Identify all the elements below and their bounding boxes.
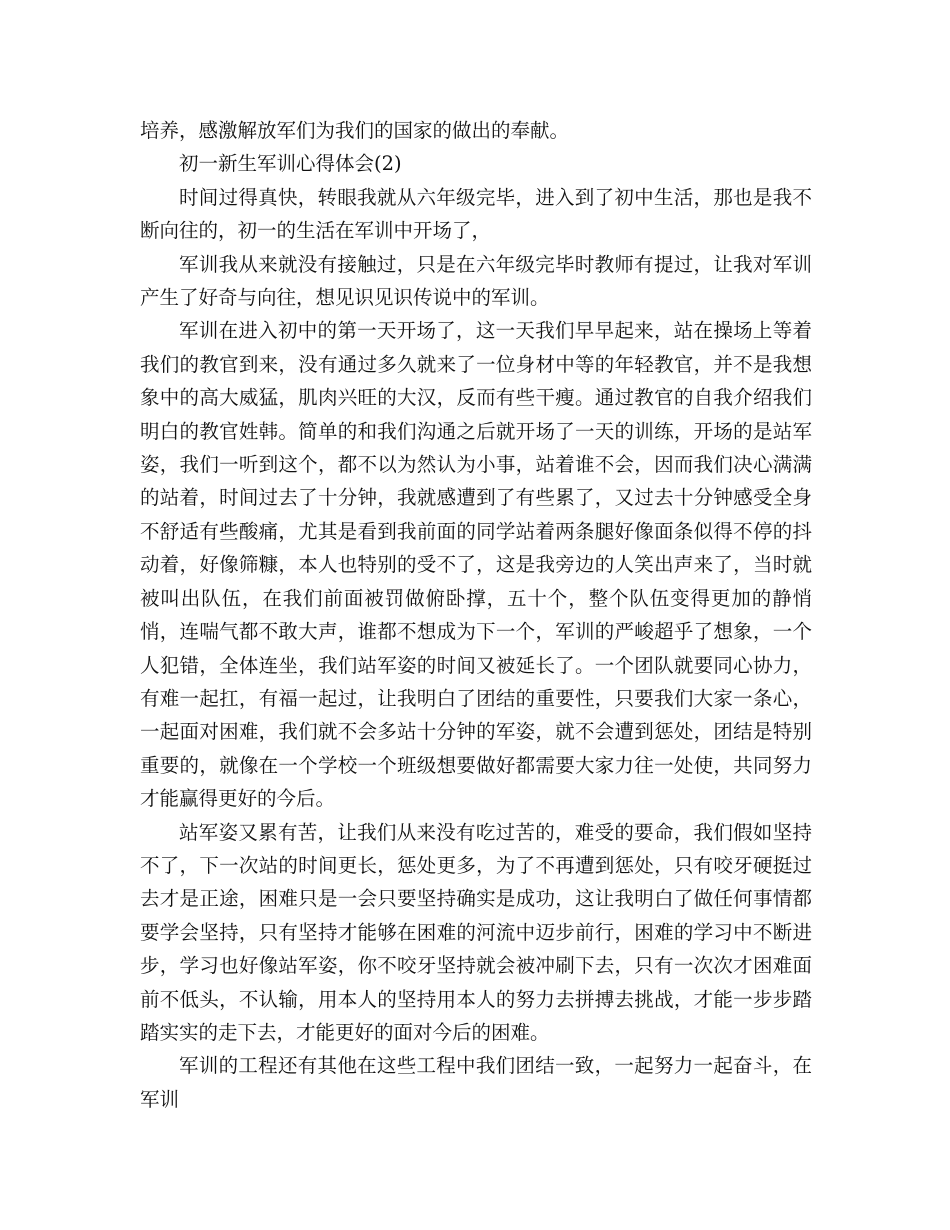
paragraph-3: 军训我从来就没有接触过，只是在六年级完毕时教师有提过，让我对军训产生了好奇与向往，想见识见识传说中的军训。	[140, 252, 812, 310]
document-page	[140, 114, 812, 1116]
paragraph-2: 时间过得真快，转眼我就从六年级完毕，进入到了初中生活，那也是我不断向往的，初一的生活在军训中开场了，	[140, 185, 812, 243]
paragraph-1: 培养，感激解放军们为我们的国家的做出的奉献。	[140, 119, 570, 142]
paragraph-4: 军训在进入初中的第一天开场了，这一天我们早早起来，站在操场上等着我们的教官到来，没有通过多久就来了一位身材中等的年轻教官，并不是我想象中的高大威猛，肌肉兴旺的大汉，反而有些干瘦。通过教官的自我介绍我们明白的教官姓韩。简单的和我们沟通之后就开场了一天的训练，开场的是站军姿，我们一听到这个，都不以为然认为小事，站着谁不会，因而我们决心满满的站着，时间过去了十分钟，我就感遭到了有些累了，又过去十分钟感受全身不舒适有些酸痛，尤其是看到我前面的同学站着两条腿好像面条似得不停的抖动着，好像筛糠，本人也特别的受不了，这是我旁边的人笑出声来了，当时就被叫出队伍，在我们前面被罚做俯卧撑，五十个，整个队伍变得更加的静悄悄，连喘气都不敢大声，谁都不想成为下一个，军训的严峻超乎了想象，一个人犯错，全体连坐，我们站军姿的时间又被延长了。一个团队就要同心协力，有难一起扛，有福一起过，让我明白了团结的重要性，只要我们大家一条心，一起面对困难，我们就不会多站十分钟的军姿，就不会遭到惩处，团结是特别重要的，就像在一个学校一个班级想要做好都需要大家力往一处使，共同努力才能赢得更好的今后。	[140, 319, 812, 811]
section-heading: 初一新生军训心得体会(2)	[179, 152, 402, 176]
paragraph-5: 站军姿又累有苦，让我们从来没有吃过苦的，难受的要命，我们假如坚持不了，下一次站的时间更长，惩处更多，为了不再遭到惩处，只有咬牙硬挺过去才是正途，困难只是一会只要坚持确实是成功，这让我明白了做任何事情都要学会坚持，只有坚持才能够在困难的河流中迈步前行，困难的学习中不断进步，学习也好像站军姿，你不咬牙坚持就会被冲刷下去，只有一次次才困难面前不低头，不认输，用本人的坚持用本人的努力去拼搏去挑战，才能一步步踏踏实实的走下去，才能更好的面对今后的困难。	[140, 820, 812, 1044]
paragraph-6: 军训的工程还有其他在这些工程中我们团结一致，一起努力一起奋斗，在军训	[140, 1054, 812, 1111]
